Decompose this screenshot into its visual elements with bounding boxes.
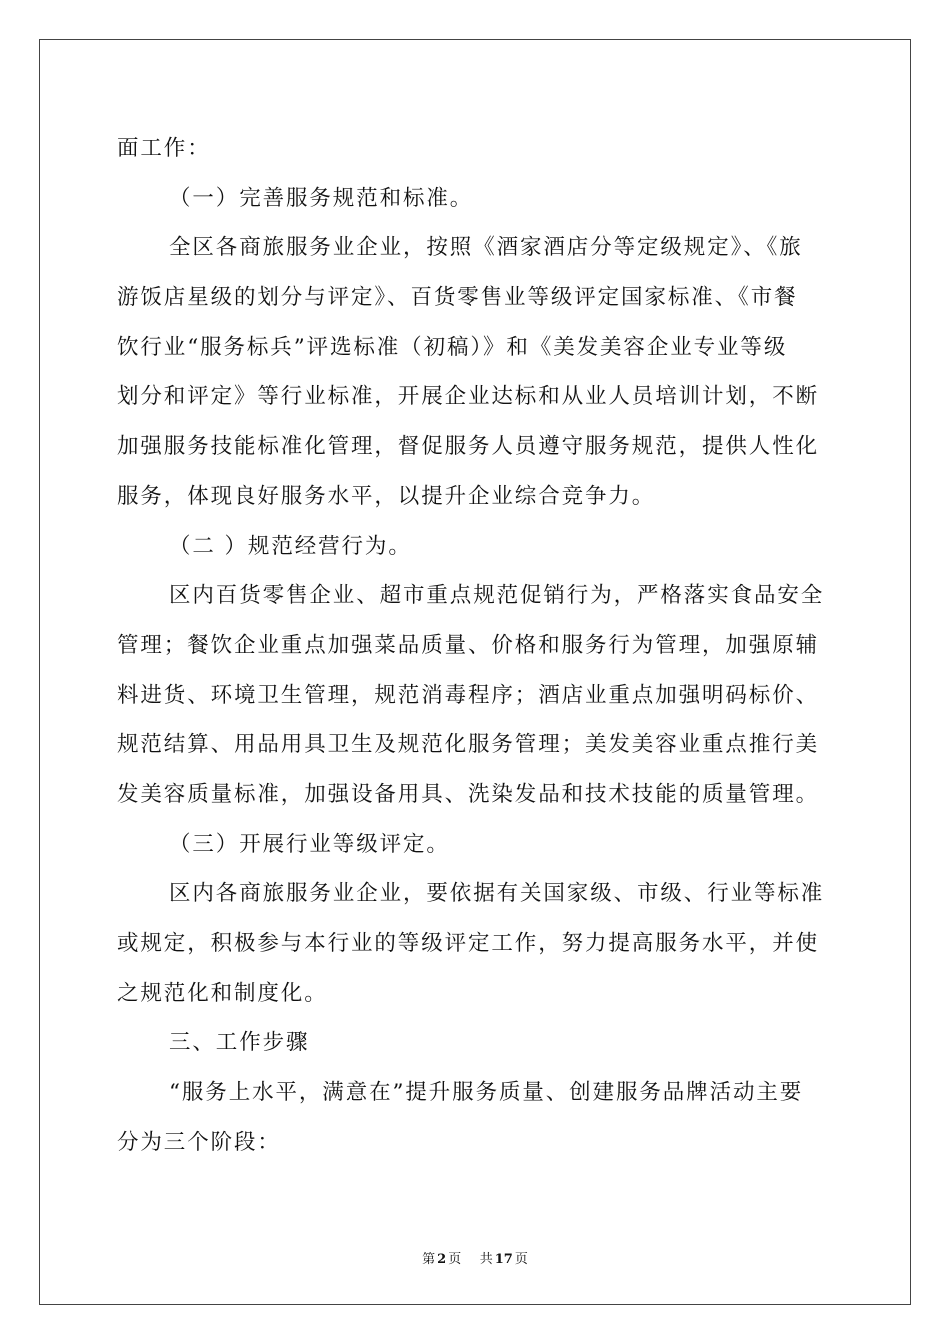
paragraph-line: 加强服务技能标准化管理，督促服务人员遵守服务规范，提供人性化	[117, 434, 820, 460]
paragraph-line: 或规定，积极参与本行业的等级评定工作，努力提高服务水平，并使	[117, 931, 820, 956]
paragraph-line: 区内各商旅服务业企业，要依据有关国家级、市级、行业等标准	[169, 881, 825, 907]
paragraph-line: 发美容质量标准，加强设备用具、洗染发品和技术技能的质量管理。	[117, 781, 820, 807]
paragraph-line: 游饭店星级的划分与评定》、百货零售业等级评定国家标准、《市餐	[117, 285, 798, 311]
paragraph-line: 分为三个阶段：	[117, 1129, 281, 1155]
paragraph-line: 全区各商旅服务业企业，按照《酒家酒店分等定级规定》、《旅	[169, 235, 803, 261]
paragraph-line: 管理；餐饮企业重点加强菜品质量、价格和服务行为管理，加强原辅	[117, 632, 820, 658]
page-number: 2	[437, 1252, 447, 1267]
paragraph-line: 面工作：	[117, 136, 211, 161]
paragraph-line: 饮行业“服务标兵”评选标准（初稿）》和《美发美容企业专业等级	[117, 334, 788, 360]
total-prefix: 共	[479, 1252, 493, 1267]
paragraph-line: 规范结算、用品用具卫生及规范化服务管理；美发美容业重点推行美	[117, 732, 820, 758]
paragraph-line: 服务，体现良好服务水平，以提升企业综合竞争力。	[117, 483, 656, 509]
paragraph-line: 料进货、环境卫生管理，规范消毒程序；酒店业重点加强明码标价、	[117, 682, 820, 708]
paragraph-line: 区内百货零售企业、超市重点规范促销行为，严格落实食品安全	[169, 583, 825, 609]
page-suffix: 页	[448, 1252, 462, 1267]
page-footer	[0, 1248, 950, 1267]
paragraph-line: 之规范化和制度化。	[117, 980, 328, 1006]
document-body	[117, 124, 833, 1167]
total-pages: 17	[494, 1252, 513, 1267]
section-heading-1: （一）完善服务规范和标准。	[169, 185, 474, 211]
paragraph-line: “服务上水平，满意在”提升服务质量、创建服务品牌活动主要	[169, 1080, 804, 1106]
section-heading-3: （三）开展行业等级评定。	[169, 831, 450, 857]
section-heading-2: （二 ）规范经营行为。	[169, 533, 412, 559]
paragraph-line: 划分和评定》等行业标准，开展企业达标和从业人员培训计划，不断	[117, 384, 820, 410]
total-suffix: 页	[514, 1252, 528, 1267]
chapter-heading: 三、工作步骤	[169, 1030, 310, 1056]
page-prefix: 第	[422, 1252, 436, 1267]
